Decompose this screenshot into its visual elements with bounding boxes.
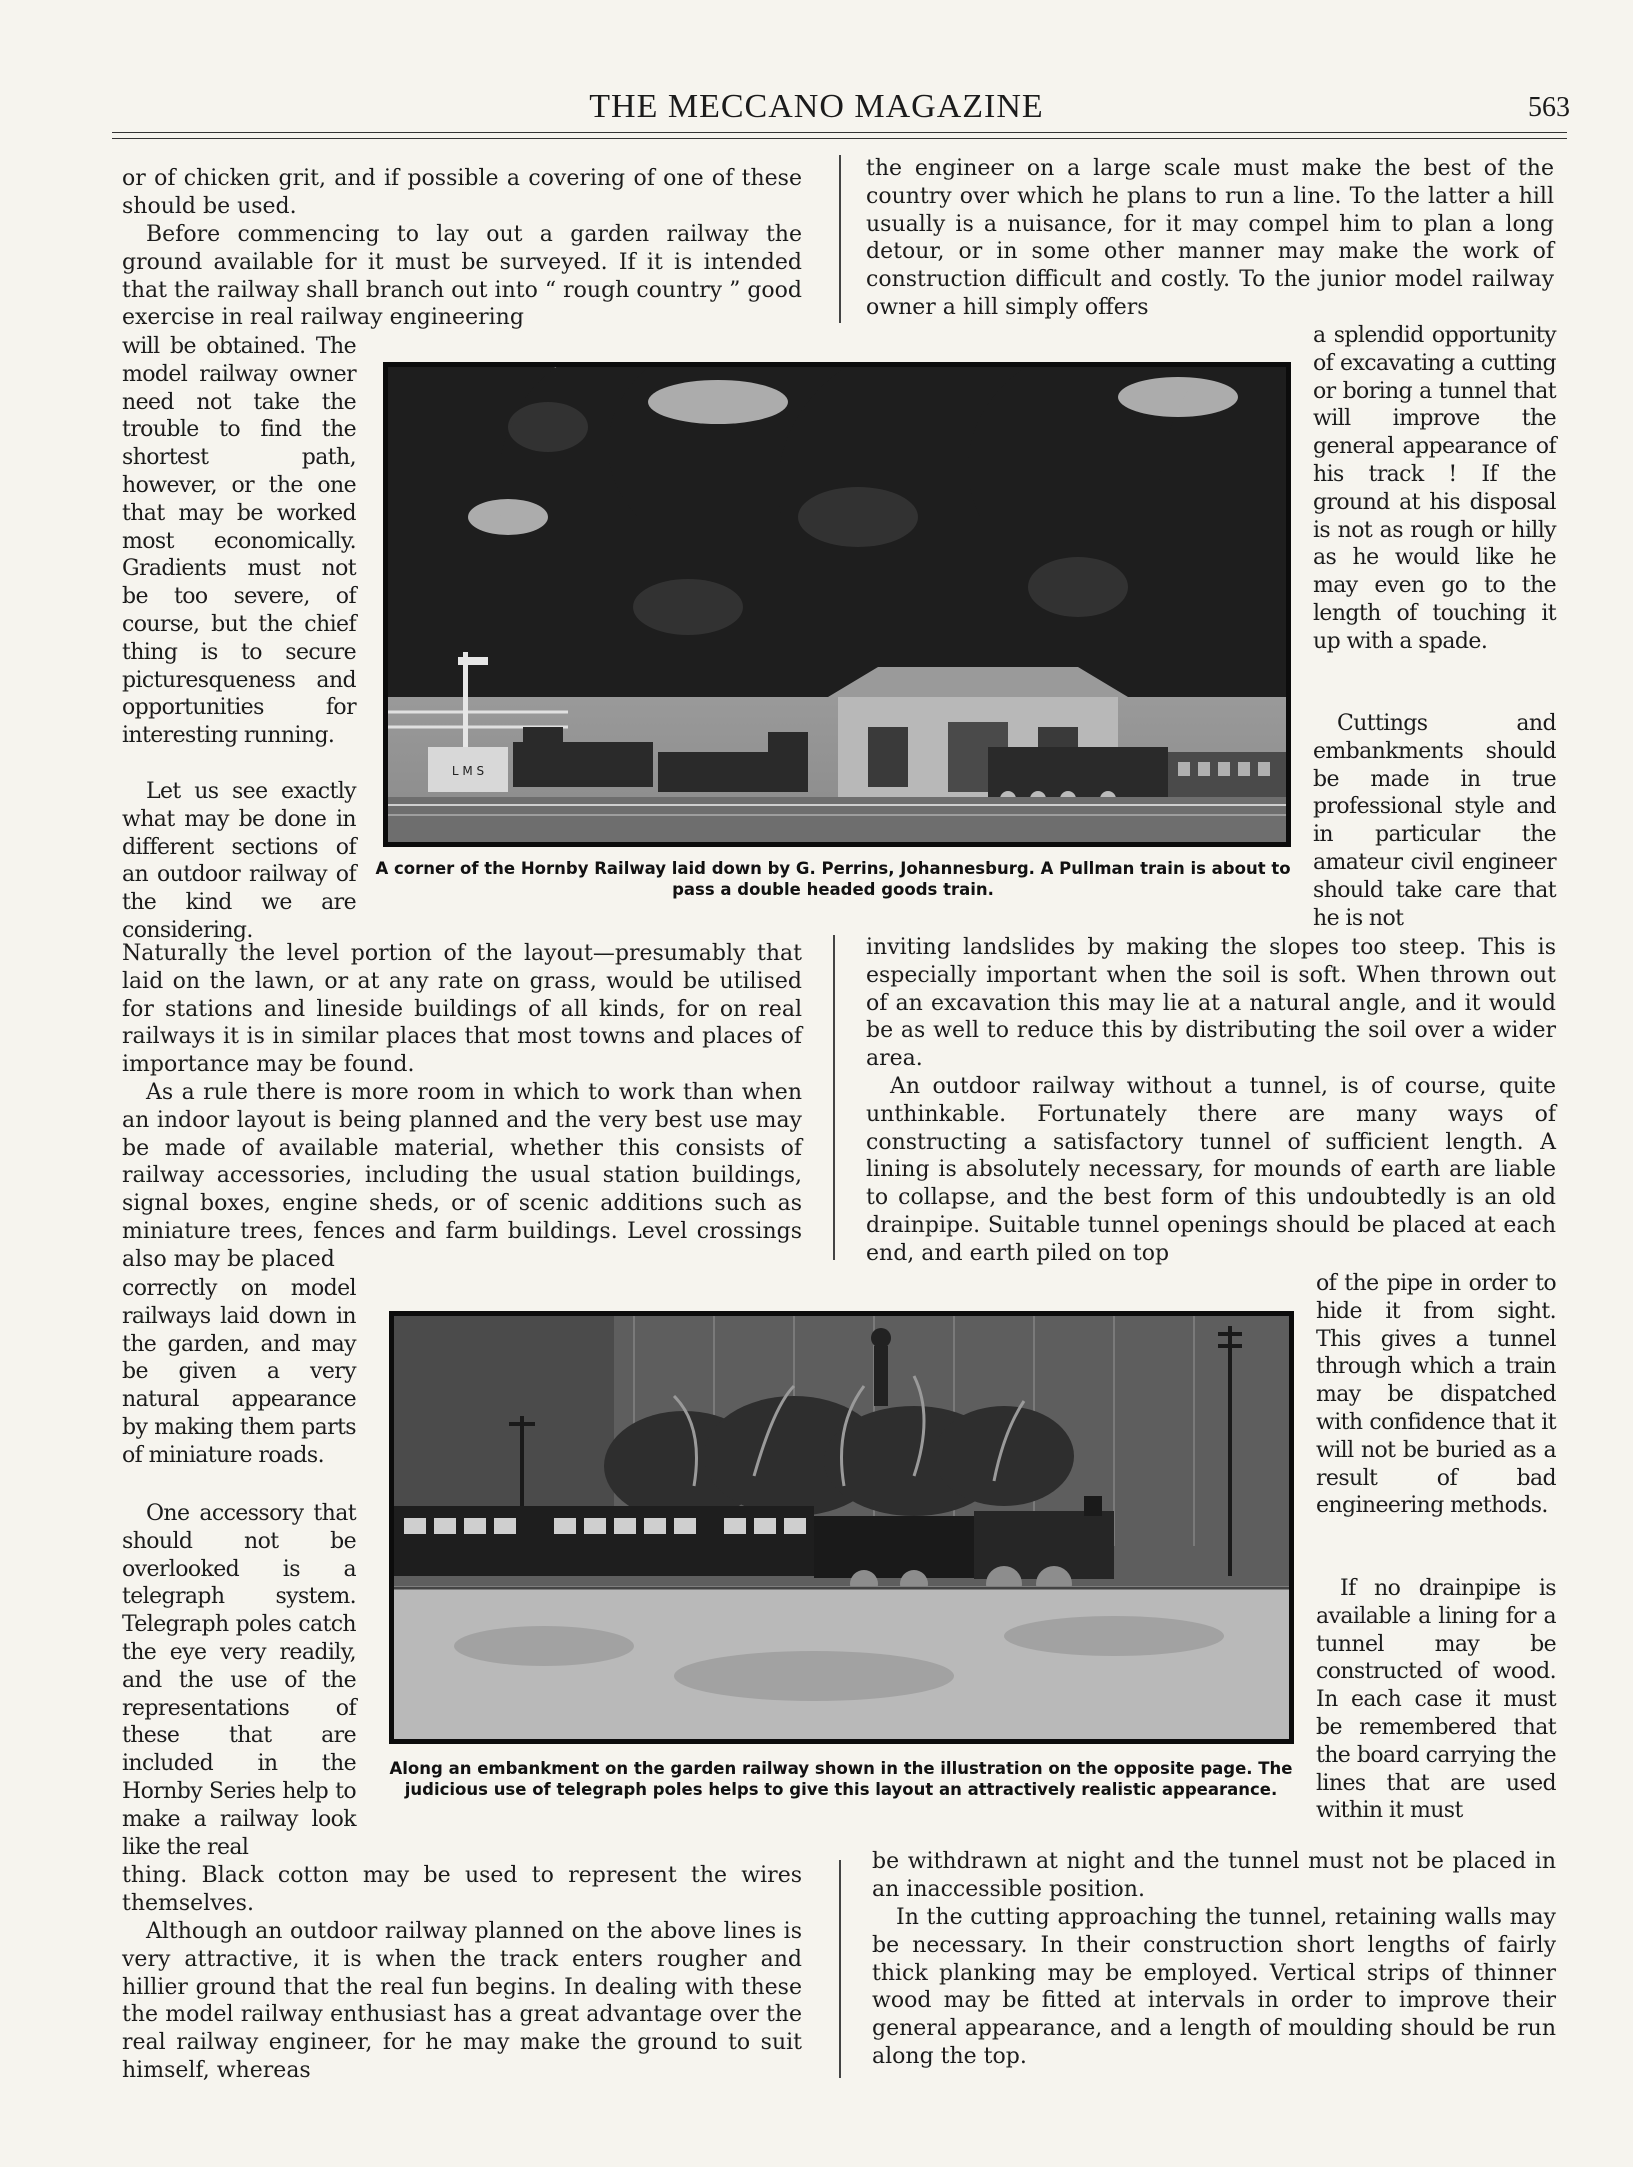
right-paragraph-4-narrow-text: If no drainpipe is available a lining for a tunnel may be constructed of wood. In each case it must be remembered that the board carrying the lines that are used within it must	[1316, 1576, 1556, 1824]
left-paragraph-3-wide: Naturally the level portion of the layout—presumably that laid on the lawn, or at any rate on grass, would be utilised for stations and lineside buildings of all kinds, for on real railways it is in similar places that most towns and places of importance may be found.	[122, 941, 802, 1078]
left-paragraph-5-narrow-text: One accessory that should not be overlooked is a telegraph system. Telegraph poles catch the eye very readily, and the use of the representations of these that are included in the Hornby Series help to make a railway look like the real	[122, 1501, 356, 1860]
left-paragraph-2-narrow: will be obtained. The model railway owner need not take the trouble to find the shortest path, however, or the one that may be worked most economically. Gradients must not be too severe, of course, but the chief thing is to secure picturesqueness and opportunities for interesting running.	[122, 334, 356, 749]
left-paragraph-5-narrow	[122, 1500, 356, 1861]
header-rule-lower	[112, 138, 1567, 139]
magazine-title: THE MECCANO MAGAZINE	[589, 88, 1044, 125]
left-paragraph-3-narrow-text: Let us see exactly what may be done in different sections of an outdoor railway of the kind we are considering.	[122, 779, 356, 943]
photo-embankment-scene	[394, 1316, 1289, 1739]
figure-1-caption: A corner of the Hornby Railway laid down by G. Perrins, Johannesburg. A Pullman train is about to pass a double headed goods train.	[375, 859, 1291, 899]
left-paragraph-4-narrow: correctly on model railways laid down in the garden, and may be given a very natural appearance by making them parts of miniature roads.	[122, 1276, 356, 1468]
photo-hornby-railway-station	[383, 362, 1291, 847]
left-paragraph-6-text: Although an outdoor railway planned on the above lines is very attractive, it is when the track enters rougher and hillier ground that the real fun begins. In dealing with these the model railway enthusiast has a great advantage over the real railway engineer, for he may make the ground to suit himself, whereas	[122, 1919, 802, 2083]
left-paragraph-4	[122, 1079, 802, 1274]
page-number: 563	[1528, 92, 1570, 123]
column-divider-bottom	[839, 1860, 841, 2078]
figure-2-caption: Along an embankment on the garden railway shown in the illustration on the opposite page. The judicious use of telegraph poles helps to give this layout an attractively realistic appearance.	[389, 1759, 1293, 1799]
right-paragraph-4-wide: be withdrawn at night and the tunnel must not be placed in an inaccessible position.	[872, 1849, 1556, 1902]
svg-text:L M S: L M S	[451, 764, 485, 778]
right-paragraph-2-narrow-text: Cuttings and embankments should be made in true professional style and in particular the amateur civil engineer should take care that he is not	[1313, 711, 1556, 931]
header-rule	[112, 132, 1567, 133]
photo-garden-embankment	[389, 1311, 1294, 1744]
right-paragraph-2-narrow	[1313, 710, 1556, 932]
right-paragraph-5	[872, 1904, 1556, 2071]
right-paragraph-3-text: An outdoor railway without a tunnel, is of course, quite unthinkable. Fortunately there are many ways of constructing a satisfactory tunnel of sufficient length. A lining is absolutely necessary, for mounds of earth are liable to collapse, and the best form of this undoubtedly is an old drainpipe. Suitable tunnel openings should be placed at each end, and earth piled on top	[866, 1074, 1556, 1266]
right-paragraph-5-text: In the cutting approaching the tunnel, retaining walls may be necessary. In their construction short lengths of fairly thick planking may be employed. Vertical strips of thinner wood may be fitted at intervals in order to improve their general appearance, and a length of moulding should be run along the top.	[872, 1905, 1556, 2069]
lms-goods-wagon	[428, 747, 508, 792]
right-paragraph-3-narrow: of the pipe in order to hide it from sight. This gives a tunnel through which a train may be dispatched with confidence that it will not be buried as a result of bad engineering methods.	[1316, 1271, 1556, 1519]
left-paragraph-4-text: As a rule there is more room in which to work than when an indoor layout is being planned and the very best use may be made of available material, whether this consists of railway accessories, including the usual station buildings, signal boxes, engine sheds, or of scenic additions such as miniature trees, fences and farm buildings. Level crossings also may be placed	[122, 1080, 802, 1272]
right-paragraph-3	[866, 1073, 1556, 1268]
column-divider-top	[839, 155, 841, 323]
left-paragraph-2-text: Before commencing to lay out a garden railway the ground available for it must be surveyed. If it is intended that the railway shall branch out into “ rough country ” good exercise in real railway engineering	[122, 222, 802, 331]
photo-station-scene	[388, 367, 1286, 842]
left-paragraph-3-narrow	[122, 778, 356, 945]
column-divider-middle	[833, 935, 835, 1260]
right-paragraph-1: the engineer on a large scale must make the best of the country over which he plans to run a line. To the latter a hill usually is a nuisance, for it may compel him to plan a long detour, or in some other manner may make the work of construction difficult and costly. To the junior model railway owner a hill simply offers	[866, 156, 1554, 320]
left-paragraph-5-wide: thing. Black cotton may be used to represent the wires themselves.	[122, 1863, 802, 1916]
right-paragraph-2-wide: inviting landslides by making the slopes too steep. This is especially important when the soil is soft. When thrown out of an excavation this may lie at a natural angle, and it would be as well to reduce this by distributing the soil over a wider area.	[866, 935, 1556, 1072]
left-paragraph-1: or of chicken grit, and if possible a covering of one of these should be used.	[122, 166, 802, 219]
right-paragraph-1-narrow: a splendid opportunity of excavating a cutting or boring a tunnel that will improve the general appearance of his track ! If the ground at his disposal is not as rough or hilly as he would like he may even go to the length of touching it up with a spade.	[1313, 323, 1556, 654]
left-paragraph-6	[122, 1918, 802, 2085]
plants	[604, 1396, 1074, 1521]
left-paragraph-2	[122, 221, 802, 332]
right-paragraph-4-narrow	[1316, 1575, 1556, 1825]
